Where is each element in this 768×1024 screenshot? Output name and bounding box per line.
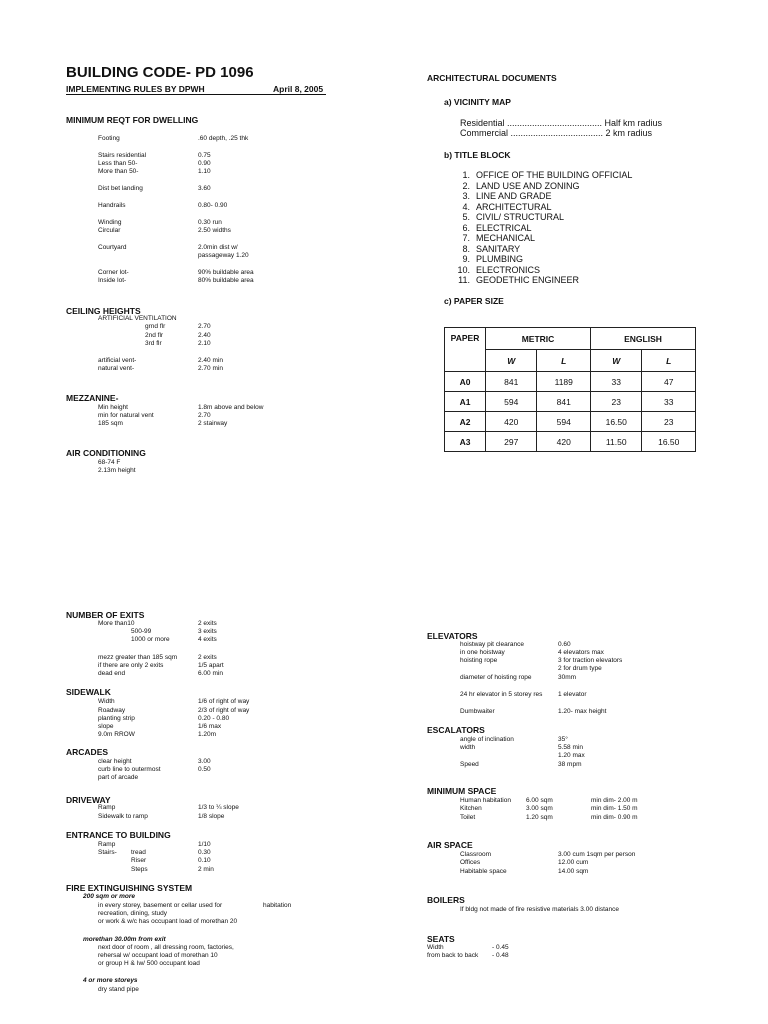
arcade-label: clear height [98,758,132,765]
table-row [445,412,696,432]
reqt-label: Footing [98,135,120,142]
table-cell: 47 [642,372,696,392]
seats-heading: SEATS [427,934,455,944]
air-value: 12.00 cum [558,859,589,866]
air-value: 3.00 cum 1sqm per person [558,851,636,858]
stair-label: Riser [131,857,147,864]
floor-label: 2nd flr [145,332,164,339]
reqt-value: 0.75 [198,152,211,159]
seat-value: - 0.48 [492,952,509,959]
vicinity-map-heading: a) VICINITY MAP [444,97,511,107]
exit-label: More than10 [98,620,135,627]
elevator-label: hoistway pit clearance [460,641,524,648]
elevator-label: 24 hr elevator in 5 storey res [460,691,543,698]
table-cell: 297 [486,432,537,452]
list-item: 10. ELECTRONICS [457,264,541,275]
escalator-label: angle of inclination [460,736,514,743]
table-cell: 594 [537,412,591,432]
space-area: 6.00 sqm [526,797,553,804]
reqt-value: passageway 1.20 [198,252,249,259]
aircon-line: 2.13m height [98,467,136,474]
escalator-value: 1.20 max [558,752,585,759]
exit-label: dead end [98,670,126,677]
reqt-label: Circular [98,227,121,234]
exit-label: mezz greater than 185 sqm [98,654,178,661]
reqt-label: Winding [98,219,122,226]
seat-label: from back to back [427,952,479,959]
entrance-stairs-label: Stairs- [98,849,117,856]
mezz-label: 185 sqm [98,420,123,427]
table-cell: 841 [537,392,591,412]
vent-label: natural vent- [98,365,135,372]
space-dim: min dim- 2.00 m [591,797,638,804]
air-label: Classroom [460,851,492,858]
metric-l-header: L [537,350,591,372]
paper-size-cell: A1 [445,392,486,412]
floor-value: 2.40 [198,332,211,339]
driveway-label: Ramp [98,804,116,811]
list-item: 11. GEODETHIC ENGINEER [458,275,580,285]
list-item: 6. ELECTRICAL [462,222,532,233]
stair-value: 0.10 [198,857,211,864]
mezz-label: min for natural vent [98,412,154,419]
sidewalk-value: 2/3 of right of way [198,707,250,714]
vent-value: 2.70 min [198,365,223,372]
entrance-ramp-value: 1/10 [198,841,211,848]
sidewalk-label: planting strip [98,715,135,722]
reqt-label: Courtyard [98,244,127,251]
metric-header: METRIC [486,328,591,350]
table-cell: 420 [486,412,537,432]
paper-size-cell: A3 [445,432,486,452]
table-cell: 420 [537,432,591,452]
elevator-value: 30mm [558,674,577,681]
table-cell: 11.50 [591,432,642,452]
elevator-value: 3 for traction elevators [558,657,623,664]
fire-line: or group H & Iw/ 500 occupant load [98,960,200,967]
fire-sub-30m: morethan 30.00m from exit [83,936,166,943]
air-space-heading: AIR SPACE [427,840,473,850]
exit-value: 4 exits [198,636,217,643]
stair-label: tread [131,849,146,856]
vent-label: artificial vent- [98,357,137,364]
reqt-value: 2.50 widths [198,227,231,234]
ceiling-heading: CEILING HEIGHTS [66,306,141,316]
minimum-reqt-heading: MINIMUM REQT FOR DWELLING [66,115,199,125]
elevator-value: 1.20- max height [558,708,607,715]
sidewalk-value: 0.20 - 0.80 [198,715,230,722]
table-cell: 841 [486,372,537,392]
list-item: 9. PLUMBING [462,254,524,264]
table-cell: 23 [591,392,642,412]
seat-label: Width [427,944,444,951]
arcades-heading: ARCADES [66,747,109,757]
fire-line: recreation, dining, study [98,910,168,917]
list-item: 5. CIVIL/ STRUCTURAL [462,212,565,222]
list-item: 1. OFFICE OF THE BUILDING OFFICIAL [462,170,633,180]
reqt-label: Less than 50- [98,160,138,167]
list-item: 2. LAND USE AND ZONING [462,180,580,191]
table-row [445,372,696,392]
floor-value: 2.70 [198,323,211,330]
table-cell: 16.50 [642,432,696,452]
paper-size-heading: c) PAPER SIZE [444,296,504,306]
arcade-value: 0.50 [198,766,211,773]
stair-label: Steps [131,866,148,873]
sidewalk-value: 1/6 of right of way [198,698,250,705]
sidewalk-value: 1/6 max [198,723,222,730]
subtitle: IMPLEMENTING RULES BY DPWH [66,84,205,94]
elevator-label: diameter of hoisting rope [460,674,532,681]
air-label: Habitable space [460,868,507,875]
table-cell: 594 [486,392,537,412]
reqt-value: 0.30 run [198,219,222,226]
reqt-value: 3.60 [198,185,211,192]
title-block-list [454,170,632,286]
vicinity-commercial: Commercial ..................................... 2 km radius [460,128,653,138]
floor-label: 3rd flr [145,340,162,347]
elevator-value: 2 for drum type [558,665,602,672]
paper-size-table [444,327,696,452]
elevator-value: 1 elevator [558,691,587,698]
reqt-value: .60 depth, .25 thk [198,135,249,142]
reqt-label: Corner lot- [98,269,129,276]
fire-sub-200sqm: 200 sqm or more [83,893,136,900]
min-space-heading: MINIMUM SPACE [427,786,497,796]
ceiling-artificial-label: ARTIFICIAL VENTILATION [98,315,177,322]
fire-line: or work & w/c has occupant load of morethan 20 [98,918,238,925]
sidewalk-label: 9.0m RROW [98,731,135,738]
sidewalk-label: Roadway [98,707,126,714]
mezzanine-heading: MEZZANINE- [66,393,119,403]
floor-value: 2.10 [198,340,211,347]
fire-line: in every storey, basement or cellar used for [98,902,223,909]
list-item: 4. ARCHITECTURAL [462,201,552,212]
aircon-line: 68-74 F [98,459,121,466]
exit-value: 1/5 apart [198,662,224,669]
exit-value: 6.00 min [198,670,223,677]
paper-size-cell: A0 [445,372,486,392]
reqt-value: 1.10 [198,168,211,175]
table-cell: 16.50 [591,412,642,432]
fire-sub-storeys: 4 or more storeys [83,977,138,984]
fire-line: rehersal w/ occupant load of morethan 10 [98,952,218,959]
reqt-label: More than 50- [98,168,139,175]
exit-value: 2 exits [198,654,217,661]
exit-label: if there are only 2 exits [98,662,164,669]
sidewalk-label: Width [98,698,115,705]
arcade-value: 3.00 [198,758,211,765]
fire-line: next door of room , all dressing room, factories, [98,944,234,951]
space-label: Human habitation [460,797,511,804]
page-title: BUILDING CODE- PD 1096 [66,64,254,81]
mezz-value: 1.8m above and below [198,404,264,411]
driveway-heading: DRIVEWAY [66,795,111,805]
sidewalk-heading: SIDEWALK [66,687,111,697]
stair-value: 0.30 [198,849,211,856]
space-label: Kitchen [460,805,482,812]
reqt-value: 2.0min dist w/ [198,244,238,251]
reqt-value: 0.80- 0.90 [198,202,228,209]
elevator-label: Dumbwaiter [460,708,495,715]
reqt-label: Stairs residential [98,152,147,159]
entrance-heading: ENTRANCE TO BUILDING [66,830,171,840]
escalator-label: Speed [460,761,479,768]
fire-heading: FIRE EXTINGUISHING SYSTEM [66,883,193,893]
space-dim: min dim- 1.50 m [591,805,638,812]
fire-line: habitation [263,902,292,909]
reqt-label: Inside lot- [98,277,127,284]
vicinity-residential: Residential ...................................... Half km radius [460,118,663,128]
seat-value: - 0.45 [492,944,509,951]
mezz-label: Min height [98,404,128,411]
paper-header: PAPER [445,328,486,372]
sidewalk-value: 1.20m [198,731,217,738]
exit-label: 1000 or more [131,636,170,643]
elevator-value: 0.60 [558,641,571,648]
boilers-heading: BOILERS [427,895,465,905]
title-rule [66,94,326,95]
list-item: 8. SANITARY [462,243,521,254]
vent-value: 2.40 min [198,357,223,364]
reqt-value: 80% buildable area [198,277,254,284]
reqt-label: Dist bet landing [98,185,143,192]
escalator-value: 35° [558,736,568,743]
escalator-value: 5.58 min [558,744,583,751]
aircon-heading: AIR CONDITIONING [66,448,146,458]
english-header: ENGLISH [591,328,696,350]
driveway-value: 1/3 to ¼ slope [198,804,239,811]
date: April 8, 2005 [273,84,324,94]
driveway-label: Sidewalk to ramp [98,813,148,820]
mezz-value: 2.70 [198,412,211,419]
entrance-ramp-label: Ramp [98,841,116,848]
reqt-value: 0.90 [198,160,211,167]
air-value: 14.00 sqm [558,868,589,875]
table-cell: 33 [591,372,642,392]
space-area: 3.00 sqm [526,805,553,812]
driveway-value: 1/8 slope [198,813,225,820]
reqt-value: 90% buildable area [198,269,254,276]
floor-label: grnd flr [145,323,166,330]
paper-size-cell: A2 [445,412,486,432]
list-item: 7. MECHANICAL [462,233,536,243]
space-area: 1.20 sqm [526,814,553,821]
sidewalk-label: slope [98,723,114,730]
english-w-header: W [591,350,642,372]
table-row [445,432,696,452]
title-block-heading: b) TITLE BLOCK [444,150,511,160]
elevator-value: 4 elevators max [558,649,604,656]
table-cell: 1189 [537,372,591,392]
list-item: 3. LINE AND GRADE [462,191,552,201]
fire-line: dry stand pipe [98,986,139,993]
english-l-header: L [642,350,696,372]
boilers-line: If bldg not made of fire resistive materials 3.00 distance [460,906,619,913]
escalators-heading: ESCALATORS [427,725,485,735]
mezz-value: 2 stairway [198,420,228,427]
reqt-label: Handrails [98,202,126,209]
space-dim: min dim- 0.90 m [591,814,638,821]
exit-label: 500-99 [131,628,152,635]
escalator-value: 38 mpm [558,761,582,768]
exit-value: 3 exits [198,628,217,635]
metric-w-header: W [486,350,537,372]
escalator-label: width [460,744,476,751]
space-label: Toilet [460,814,476,821]
exit-value: 2 exits [198,620,217,627]
elevator-label: hoisting rope [460,657,498,664]
table-row [445,392,696,412]
elevators-heading: ELEVATORS [427,631,478,641]
arch-docs-heading: ARCHITECTURAL DOCUMENTS [427,73,557,83]
table-cell: 33 [642,392,696,412]
arcade-label: part of arcade [98,774,139,781]
arcade-label: curb line to outermost [98,766,161,773]
stair-value: 2 min [198,866,214,873]
elevator-label: in one hoistway [460,649,505,656]
air-label: Offices [460,859,481,866]
exits-heading: NUMBER OF EXITS [66,610,145,620]
table-cell: 23 [642,412,696,432]
